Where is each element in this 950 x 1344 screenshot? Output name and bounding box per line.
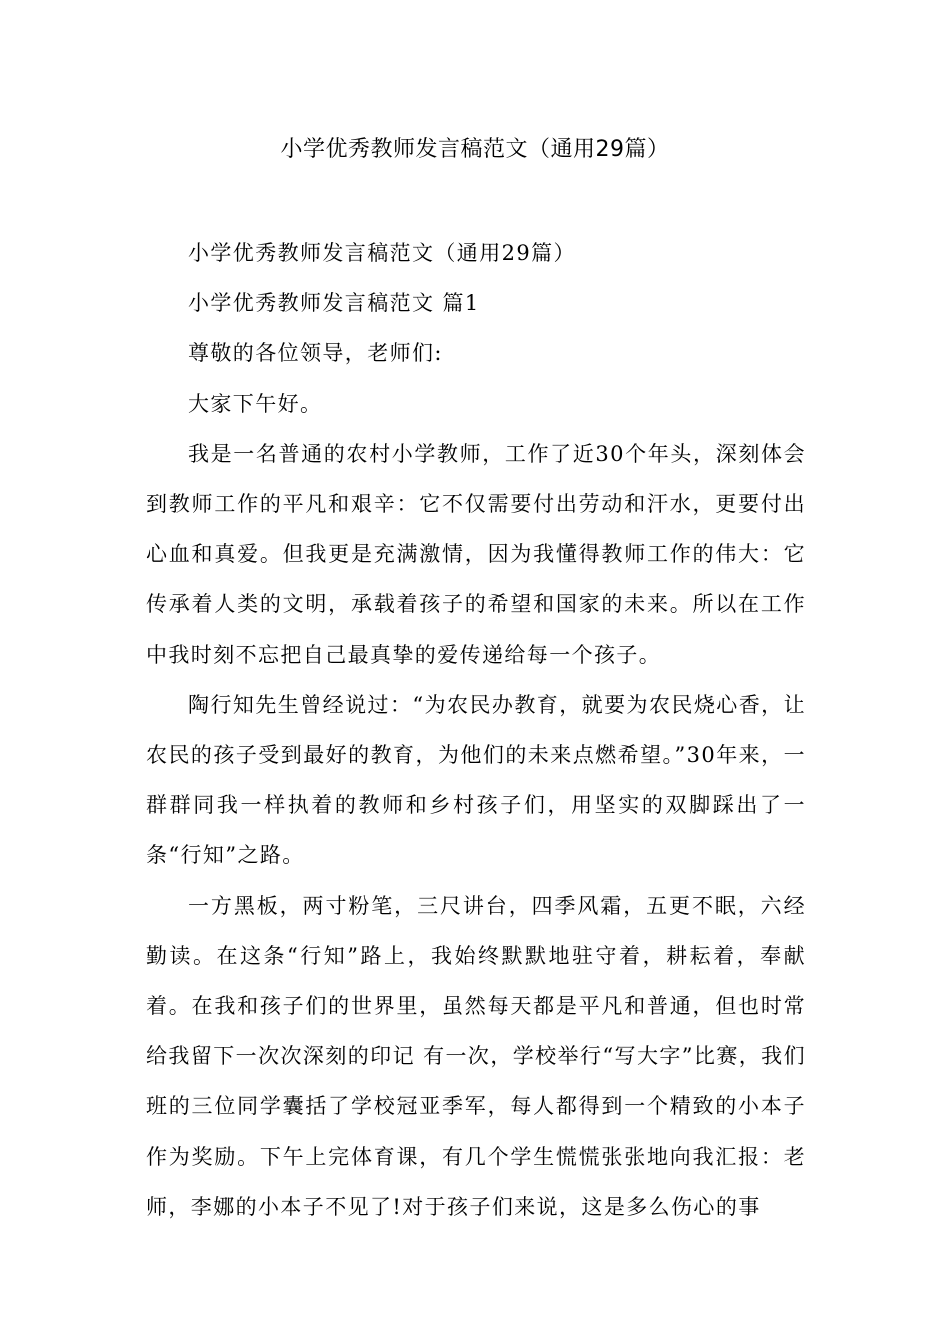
- paragraph-body-2: 陶行知先生曾经说过：“为农民办教育，就要为农民烧心香，让农民的孩子受到最好的教育，为他们的未来点燃希望。”30年来，一群群同我一样执着的教师和乡村孩子们，用坚实的双脚踩出了一条“行知”之路。: [146, 692, 806, 868]
- paragraph-greeting: 大家下午好。: [188, 391, 323, 416]
- document-title: 小学优秀教师发言稿范文（通用29篇）: [280, 137, 670, 162]
- paragraph-body-1: 我是一名普通的农村小学教师，工作了近30个年头，深刻体会到教师工作的平凡和艰辛：它不仅需要付出劳动和汗水，更要付出心血和真爱。但我更是充满激情，因为我懂得教师工作的伟大：它传承着人类的文明，承载着孩子的希望和国家的未来。所以在工作中我时刻不忘把自己最真挚的爱传递给每一个孩子。: [146, 441, 806, 667]
- paragraph-section-heading: 小学优秀教师发言稿范文 篇1: [188, 291, 480, 316]
- document-body: [146, 228, 806, 1232]
- paragraph-subtitle: 小学优秀教师发言稿范文（通用29篇）: [188, 241, 576, 265]
- paragraph-body-3: 一方黑板，两寸粉笔，三尺讲台，四季风霜，五更不眠，六经勤读。在这条“行知”路上，我始终默默地驻守着，耕耘着，奉献着。在我和孩子们的世界里，虽然每天都是平凡和普通，但也时常给我留下一次次深刻的印记 有一次，学校举行“写大字”比赛，我们班的三位同学囊括了学校冠亚季军，每人都得到一个精致的小本子作为奖励。下午上完体育课，有几个学生慌慌张张地向我汇报：老师，李娜的小本子不见了!对于孩子们来说，这是多么伤心的事: [146, 893, 806, 1219]
- paragraph-salutation: 尊敬的各位领导，老师们:: [188, 341, 443, 366]
